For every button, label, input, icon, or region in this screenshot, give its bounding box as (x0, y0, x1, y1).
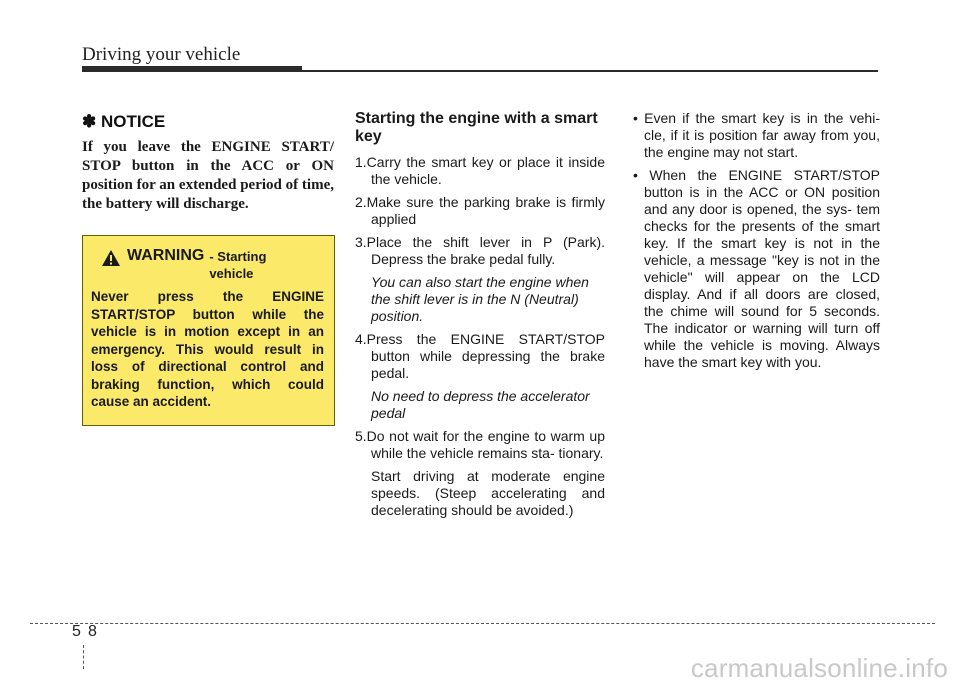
column-left (82, 110, 334, 426)
step-1: 1.Carry the smart key or place it inside the vehicle. (355, 154, 605, 187)
warning-triangle-icon (101, 249, 121, 267)
step-3: 3.Place the shift lever in P (Park). Depress the brake pedal fully. (355, 234, 605, 267)
warning-box (82, 235, 335, 426)
page-number-divider (83, 645, 84, 669)
column-middle (355, 110, 605, 525)
page-number: 8 (88, 623, 97, 640)
section-title: Starting the engine with a smart key (355, 110, 598, 145)
step-5: 5.Do not wait for the engine to warm up while the vehicle remains sta- tionary. (355, 428, 605, 461)
notice-body: If you leave the ENGINE START/ STOP button in the ACC or ON position for an extended period of time, the battery will discharge. (82, 139, 334, 212)
header-bar-thin (300, 70, 878, 72)
step-4: 4.Press the ENGINE START/STOP button while depressing the brake pedal. (355, 331, 605, 381)
header-bar-thick (82, 66, 302, 72)
footer-divider (30, 623, 935, 624)
bullet-item: • Even if the smart key is in the vehi- cle, if it is position far away from you, the engine may not start. (633, 110, 880, 160)
page-chapter-number: 5 (72, 623, 81, 640)
bullet-item: • When the ENGINE START/STOP button is in the ACC or ON position and any door is opened, the sys- tem checks for the presents of the smart key. If the smart key is not in the vehicle, a message "key is not in the vehicle" will appear on the LCD display. And if all doors are closed, the chime will sound for 5 seconds. The indicator or warning will turn off while the vehicle is moving. Always have the smart key with you. (633, 167, 880, 370)
warning-subtitle: - Starting vehicle (209, 249, 267, 281)
watermark-text: carmanualsonline.info (690, 653, 948, 683)
notice-title: ✽ NOTICE (82, 112, 166, 131)
warning-label: WARNING (127, 247, 205, 264)
step-3-note: You can also start the engine when the shift lever is in the N (Neutral) position. (371, 274, 589, 324)
column-right (628, 110, 880, 377)
step-2: 2.Make sure the parking brake is firmly applied (355, 194, 605, 227)
warning-header (101, 246, 324, 282)
step-5-extra: Start driving at moderate engine speeds. (Steep accelerating and decelerating should be avoided.) (371, 468, 605, 518)
step-4-note: No need to depress the accelerator pedal (371, 388, 590, 421)
warning-body: Never press the ENGINE START/STOP button while the vehicle is in motion except in an emergency. This would result in loss of directional control and braking function, which could cause an accident. (91, 289, 324, 409)
page-header-title: Driving your vehicle (82, 44, 241, 65)
